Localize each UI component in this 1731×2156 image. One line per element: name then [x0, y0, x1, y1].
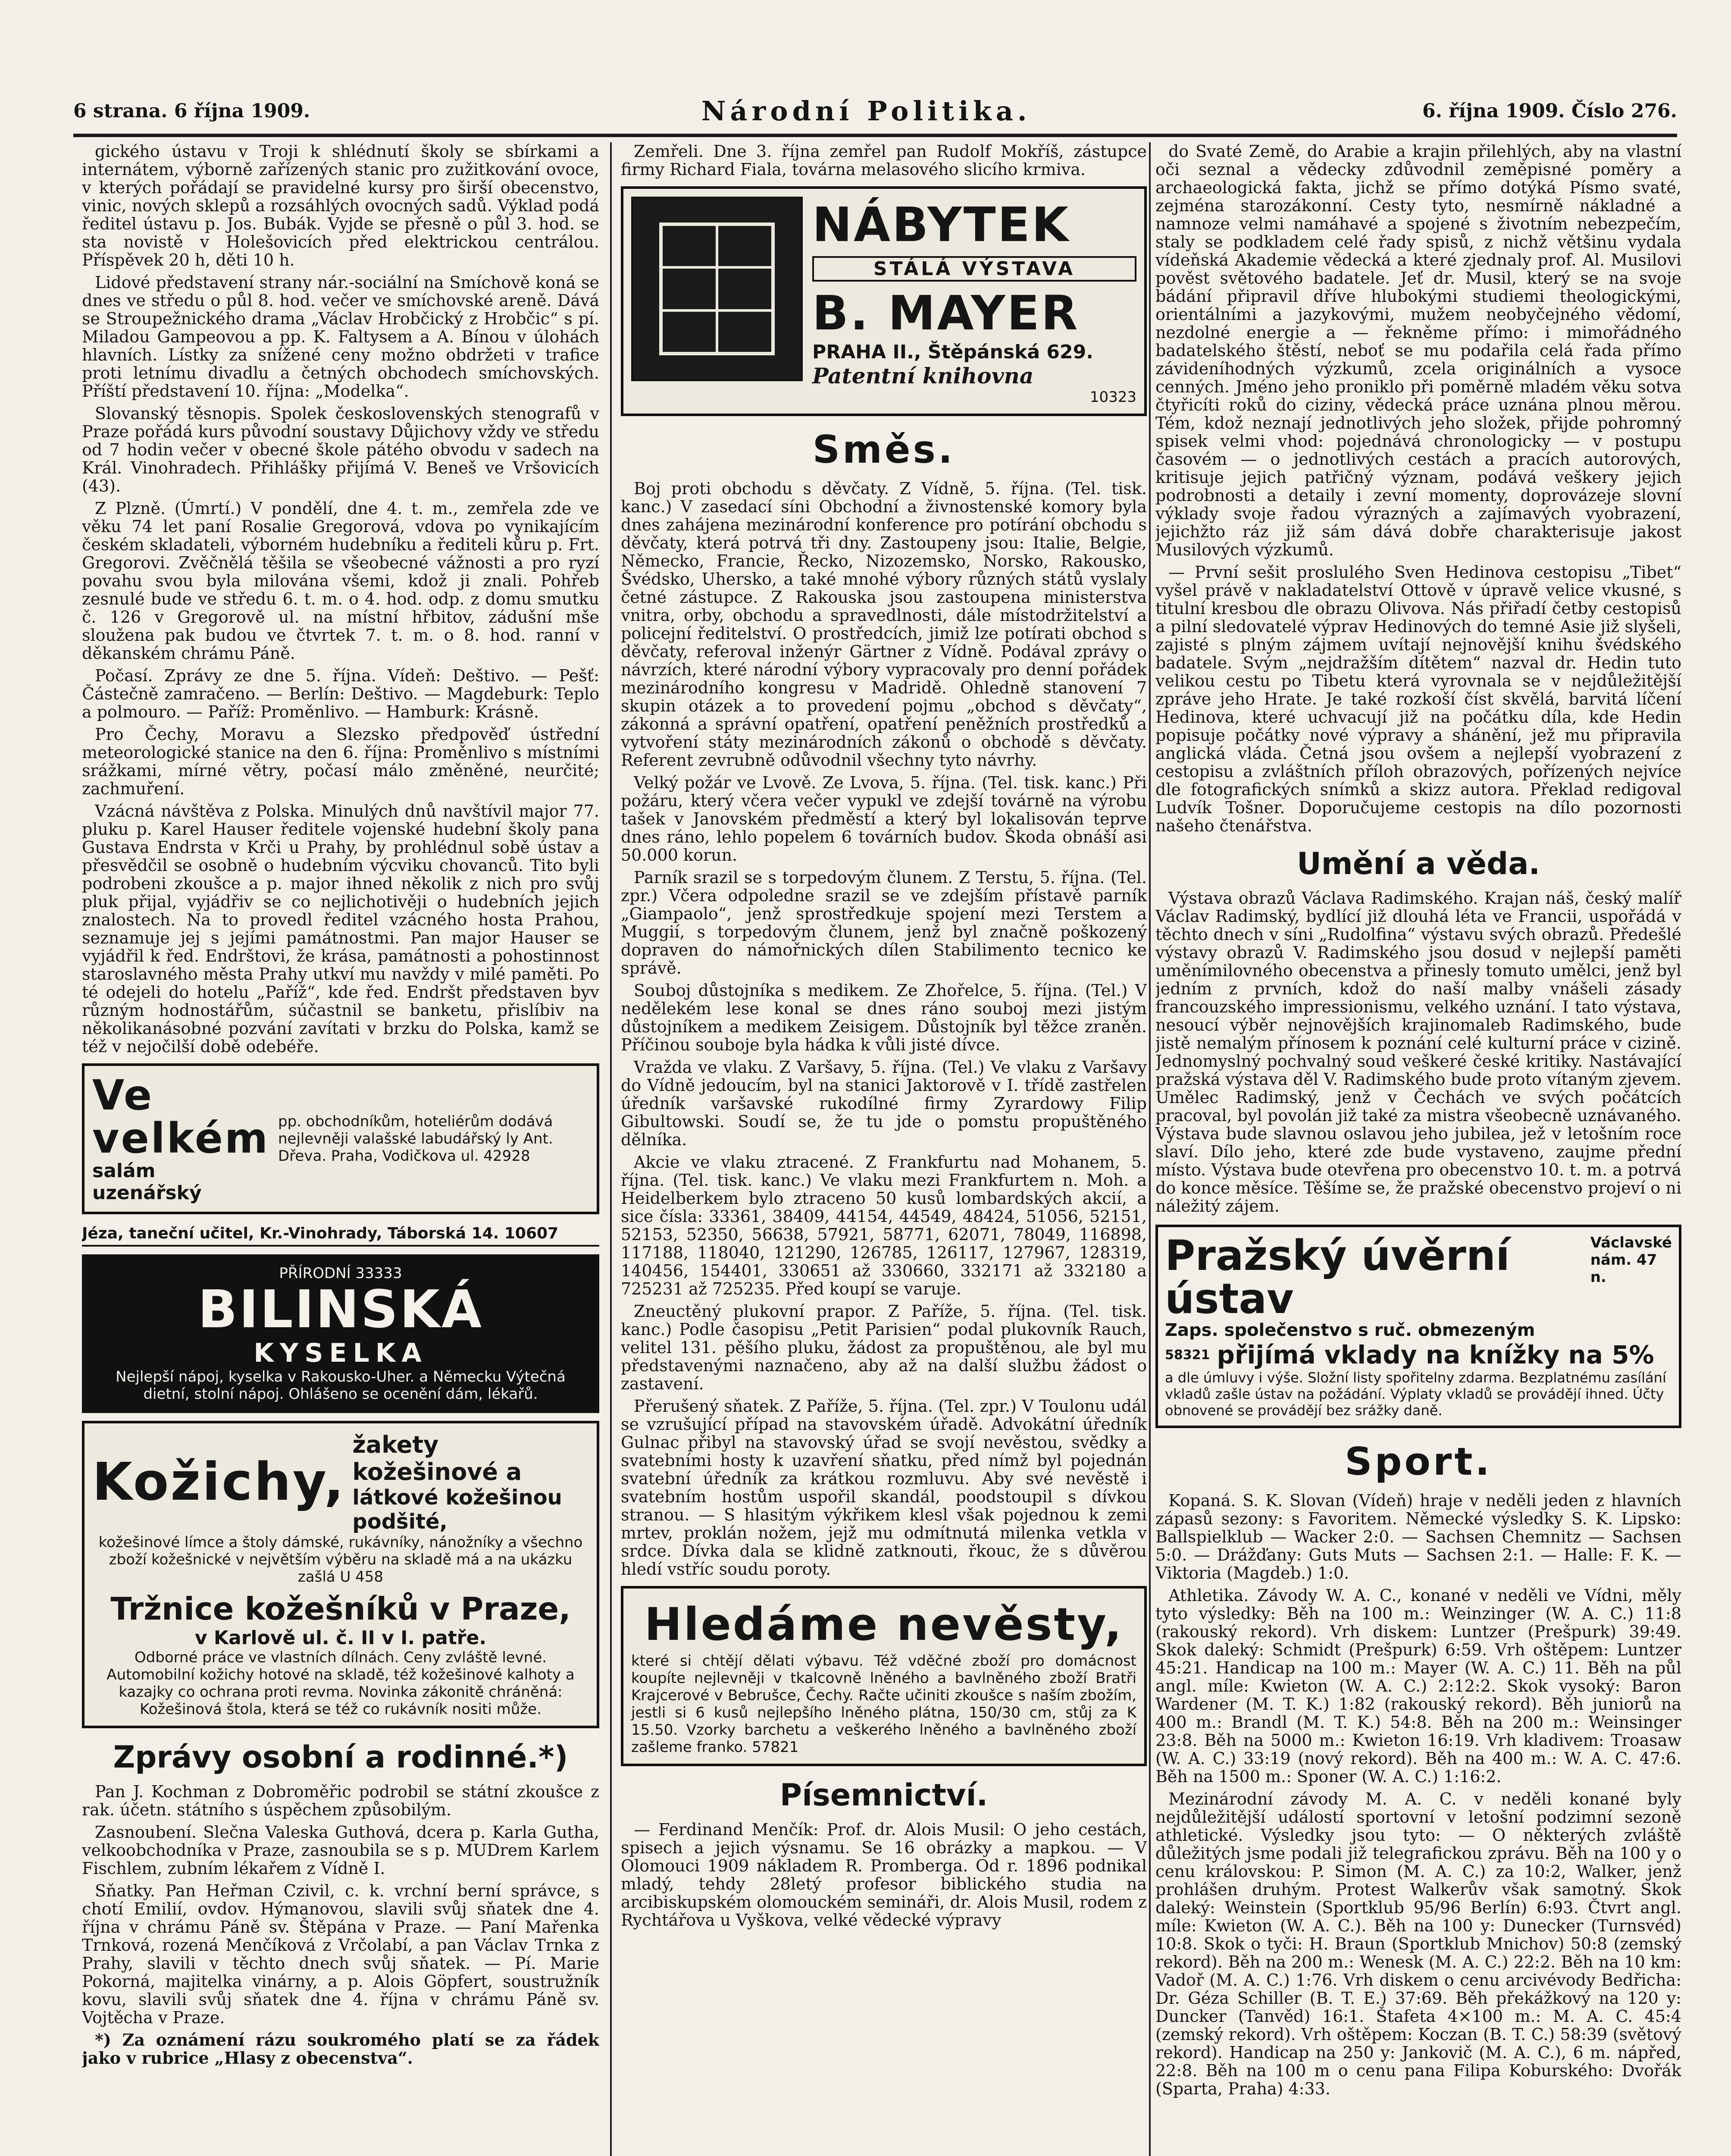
article-paragraph: Souboj důstojníka s medikem. Ze Zhořelce, 5. října. (Tel.) V nedělekém lese konal se dnes ráno souboj mezi jistým důstojníkem a medikem Zeisigem. Důstojník byl těžce zraněn. Příčinou souboje byla hádka k vůli jisté dívce.	[621, 981, 1147, 1054]
ad-bilinska-subtitle: KYSELKA	[254, 1338, 428, 1368]
article-paragraph: Pro Čechy, Moravu a Slezsko předpověď ústřední meteorologické stanice na den 6. října: Proměnlivo s místními srážkami, mírné větry, počasí málo změněné, neurčité; zachmuření.	[82, 725, 599, 798]
furniture-image	[631, 197, 803, 381]
article-paragraph: Zasnoubení. Slečna Valeska Guthová, dcera p. Karla Gutha, velkoobchodníka v Praze, zasnoubila se s p. MUDrem Karlem Fischlem, zubním lékařem z Vídně I.	[82, 1823, 599, 1878]
article-paragraph: Zemřeli. Dne 3. října zemřel pan Rudolf Mokříš, zástupce firmy Richard Fiala, továrna melasového slicího krmiva.	[621, 142, 1147, 179]
article-paragraph: Akcie ve vlaku ztracené. Z Frankfurtu nad Mohanem, 5. října. (Tel. tisk. kanc.) Ve vlaku mezi Frankfurtem n. Moh. a Heidelberkem bylo ztraceno 50 kusů lombardských akcií, a sice čísla: 33361, 38409, 44154, 44549, 48424, 51056, 52151, 52153, 52350, 56638, 57921, 58771, 62071, 78049, 116898, 117188, 118040, 121290, 126785, 126117, 127967, 128319, 140456, 154401, 330651 až 330660, 332171 až 332180 a 725231 až 725235. Před koupí se varuje.	[621, 1153, 1147, 1298]
ad-velkem	[82, 1063, 599, 1214]
ad-line: Jéza, taneční učitel, Kr.-Vinohrady, Táborská 14. 10607	[82, 1222, 599, 1247]
ad-velkem-subtitle: salám uzenářský	[92, 1160, 202, 1204]
column-divider	[610, 142, 612, 2156]
article-paragraph: Parník srazil se s torpedovým člunem. Z Terstu, 5. října. (Tel. zpr.) Včera odpoledne srazil se ve zdejším přístavě parník „Giampaolo“, jenž sprostředkuje spojení mezi Terstem a Muggií, s torpedovým člunem, jenž byl značně poškozený dopraven do námořnických dílen Stabilimento tecnico ke správě.	[621, 868, 1147, 978]
ad-trznice-title: Tržnice kožešníků v Praze,	[110, 1591, 571, 1627]
ad-nabytek-stala: STÁLÁ VÝSTAVA	[812, 256, 1136, 282]
section-heading-umeni: Umění a věda.	[1296, 846, 1540, 881]
ad-bilinska-top: PŘÍRODNÍ 33333	[279, 1265, 402, 1282]
ad-prazsky-rate: přijímá vklady na knížky na 5%	[1217, 1340, 1654, 1369]
ad-hledame	[621, 1586, 1147, 1766]
ad-prazsky-title: Pražský úvěrní ústav	[1165, 1232, 1510, 1323]
section-heading-zpravy: Zprávy osobní a rodinné.*)	[113, 1739, 568, 1775]
ad-trznice-text: Odborné práce ve vlastních dílnách. Ceny zvláště levné. Automobilní kožichy hotové na skladě, též kožešinové kalhoty a kazajky co ochrana proti revma. Novinka zákonitě chráněná: Kožešinová štola, která se též co rukávník nositi může.	[106, 1649, 575, 1718]
ad-bilinska	[82, 1254, 599, 1413]
ad-prazsky-address: Václavské nám. 47 n.	[1590, 1234, 1672, 1286]
article-paragraph: Boj proti obchodu s děvčaty. Z Vídně, 5. října. (Tel. tisk. kanc.) V zasedací síni Obchodní a živnostenské komory byla dnes zahájena mezinárodní konference pro potírání obchodu s děvčaty, která potrvá tři dny. Zastoupeny jsou: Italie, Belgie, Německo, Francie, Řecko, Nizozemsko, Norsko, Rakousko, Švédsko, Uhersko, a také mnohé výbory různých států vyslaly četné zástupce. Z Rakouska jsou zastoupena ministerstva vnitra, orby, obchodu a spravedlnosti, dále místodržitelství a policejní ředitelství. O prostředcích, jimiž lze potírati obchod s děvčaty, referoval inženýr Gärtner z Vídně. Podával zprávy o návrzích, které národní výbory vypracovaly pro denní pořádek mezinárodního kongresu v Madridě. Ohledně stanovení 7 skupin otázek a to provedení pojmu „obchod s děvčaty“, zákonná a správní opatření, opatření peněžních prostředků a vytvoření státy mezinárodních zákonů o obchodě s děvčaty. Referent zevrubně odůvodnil všechny tyto návrhy.	[621, 479, 1147, 770]
article-paragraph: gického ústavu v Troji k shlédnutí školy se sbírkami a internátem, výborně zařízených stanic pro zužitkování ovoce, v kterých pořádají se pravidelné kursy pro širší obecenstvo, vinic, nových sklepů a rozsáhlých ovocných sadů. Výklad podá ředitel ústavu p. Jos. Bubák. Vyjde se přesně o půl 3. hod. se sta novistě v Holešovicích před elektrickou centrálou. Příspěvek 20 h, děti 10 h.	[82, 142, 599, 270]
article-paragraph: Přerušený sňatek. Z Paříže, 5. října. (Tel. zpr.) V Toulonu udál se vzrušující případ na stavovském úřadě. Advokátní úředník Gulnac přibyl na stavovský úřad se svojí nevěstou, svědky a svatebními hosty k uzavření sňatku, před nímž byl pojednán svatební úředník za krátkou rozmluvu. Aby své nevěstě i svatebním hostům uspořil skandál, poodstoupil s dívkou stranou. — S hlasitým výkřikem klesl však pojednou k zemi mrtev, proklán nožem, jejž mu odmítnutá milenka vetkla v srdce. Dívka dala se klidně zatknouti, řkouc, že s důvěrou hledí vstříc soudu poroty.	[621, 1397, 1147, 1579]
ad-kozichy-title: Kožichy,	[92, 1452, 346, 1512]
ad-hledame-text: které si chtějí dělati výbavu. Též vděčné zboží pro domácnost koupíte nejlevněji v tkalcovně lněného a bavlněného zboží Bratři Krajcerové v Bebrušce, Čechy. Račte učiniti zkoušce s naším zbožím, jestli si 6 kusů nejlepšího lněného plátna, 150/30 cm, stůj za K 15.50. Vzorky barchetu a veškerého lněného a bavlněného zboží zašleme franko. 57821	[631, 1652, 1136, 1756]
ad-hledame-title: Hledáme nevěsty,	[644, 1598, 1124, 1651]
article-paragraph: Slovanský těsnopis. Spolek československých stenografů v Praze pořádá kurs původní soustavy Důjichovy vždy ve středu od 7 hodin večer v obecné škole pátého obvodu v sadech na Král. Vinohradech. Přihlášky přijímá V. Beneš ve Vršovicích (43).	[82, 404, 599, 495]
section-heading-smes: Směs.	[812, 427, 955, 472]
article-paragraph: Počasí. Zprávy ze dne 5. října. Vídeň: Deštivo. — Pešť: Částečně zamračeno. — Berlín: Deštivo. — Magdeburk: Teplo a polmouro. — Paříž: Proměnlivo. — Hamburk: Krásně.	[82, 666, 599, 721]
masthead	[73, 88, 1677, 137]
ad-nabytek-name: B. MAYER	[812, 285, 1080, 341]
ad-prazsky-subtitle: Zaps. společenstvo s ruč. obmezeným	[1165, 1320, 1535, 1340]
ad-nabytek-address: PRAHA II., Štěpánská 629.	[812, 341, 1093, 363]
newspaper-title: Národní Politika.	[701, 95, 1031, 127]
ad-velkem-title: Ve velkém	[92, 1071, 269, 1163]
article-paragraph: Pan J. Kochman z Dobroměřic podrobil se státní zkoušce z rak. účetn. státního s úspěchem způsobilým.	[82, 1782, 599, 1819]
article-paragraph: Vražda ve vlaku. Z Varšavy, 5. října. (Tel.) Ve vlaku z Varšavy do Vídně jedoucím, byl na stanici Jaktorově v I. třídě zastřelen úředník varšavské rukodílné firmy Zyrardowy Filip Gibultowski. Soudí se, že tu jde o pomstu propuštěného dělníka.	[621, 1058, 1147, 1149]
column-1	[82, 142, 599, 2156]
ad-prazsky-small: a dle úmluvy i výše. Složní listy spořitelny zdarma. Bezplatnému zasílání vkladů zašle ústav na požádání. Výplaty vkladů se provádějí ihned. Účty obnovené se provádějí bez srážky daně.	[1165, 1369, 1666, 1419]
column-3	[1155, 142, 1681, 2156]
article-paragraph: Sňatky. Pan Heřman Czivil, c. k. vrchní berní správce, s chotí Emilií, ovdov. Hýmanovou, slavili svůj sňatek dne 4. října v chrámu Páně sv. Štěpána v Praze. — Paní Mařenka Trnková, rozená Menčíková z Vrčolabí, a pan Václav Trnka z Prahy, slavili v těchto dnech svůj sňatek. — Pí. Marie Pokorná, majitelka vinárny, a p. Alois Göpfert, soustružník kovu, slavili svůj sňatek dne 4. října v chrámu Páně sv. Vojtěcha v Praze.	[82, 1881, 599, 2027]
article-paragraph: Kopaná. S. K. Slovan (Vídeň) hraje v neděli jeden z hlavních zápasů sezony: s Favoritem. Německé výsledky S. K. Lipsko: Ballspielklub — Wacker 2:0. — Sachsen Chemnitz — Sachsen 5:0. — Drážďany: Guts Muts — Sachsen 2:1. — Halle: F. K. — Viktoria (Magdeb.) 1:0.	[1155, 1491, 1681, 1583]
ad-velkem-text: pp. obchodníkům, hoteliérům dodává nejlevněji valašské labudářský ly Ant. Dřeva. Praha, Vodičkova ul. 42928	[278, 1113, 553, 1165]
ad-nabytek-patent: Patentní knihovna	[812, 363, 1034, 389]
column-divider	[1149, 142, 1151, 2156]
footnote: *) Za oznámení rázu soukromého platí se za řádek jako v rubrice „Hlasy z obecenstva“.	[82, 2030, 599, 2068]
article-paragraph: do Svaté Země, do Arabie a krajin přilehlých, aby na vlastní oči seznal a vědecky zdůvodnil zeměpisné poměry a archaeologická fakta, jichž se přímo dotýká Písmo svaté, zejména starozákonní. Cesty tyto, nesmírně nákladné a namnoze velmi namáhavé a spojené s životním nebezpečím, staly se podkladem celé řady spisů, z nichž většinu vydala vídeňská Akademie vědecká a které zjednaly prof. Al. Musilovi pověst světového badatele. Jeť dr. Musil, který se na svoje bádání připravil dříve hlubokými studiemi theologickými, orientálními a jazykovými, mužem neobyčejného vědomí, nezdolné energie a — řekněme přímo: i mimořádného badatelského štěstí, neboť se mu podařila celá řada přímo závideníhodných výzkumů, zcela originálních a vysoce cenných. Jméno jeho proniklo při poměrně mladém věku sotva čtyřicíti roků do ciziny, vědecká práce uznána plnou měrou. Tém, kdož neznají jednotlivých jeho složek, přijde pohromný spisek velmi vhod: pojednává chronologicky — v postupu časovém — o jednotlivých cestách a pracích autorových, kritisuje jejich patřičný význam, podává veškery jejich podrobnosti a detaily i zevní momenty, doprovázeje slovní výklady svoje řadou výrazných a zajímavých vyobrazení, jejichžto ráz již sám dává dobře charakterisuje jakost Musilových výzkumů.	[1155, 142, 1681, 559]
ad-kozichy-side2: látkové kožešinou podšité,	[352, 1485, 562, 1534]
article-paragraph: — První sešit proslulého Sven Hedinova cestopisu „Tibet“ vyšel právě v nakladatelství Ottově v úpravě velice vkusné, s titulní kresbou dle obrazu Olivova. Nás přiřadí četby cestopisů a pilní sledovatelé výprav Hedinových do temné Asie již slyšeli, zajisté s plným zájmem uvítají nejnovější knihu švédského badatele. Svým „nejdražším dítětem“ nazval dr. Hedin tuto velikou cestu po Tibetu která vyrovnala se v nejdůležitější zpráve jeho Hrate. Je také rozkoší číst skvělá, barvitá líčení Hedinova, které uchvacují již na počátku díla, kde Hedin popisuje počátky nové výpravy a shánění, jež mu připravila anglická vláda. Četná jsou ovšem a nejlepší vyobrazení z cestopisu a zvláštních příloh obrazových, pořízených nejvíce dle fotografických snímků a skizz autora. Překlad redigoval Ludvík Tošner. Doporučujeme cestopis na dílo pozornosti našeho čtenářstva.	[1155, 563, 1681, 835]
ad-kozichy	[82, 1421, 599, 1728]
bookcase-icon	[652, 216, 782, 362]
ad-bilinska-title: BILINSKÁ	[198, 1280, 483, 1340]
column-2	[621, 142, 1147, 2156]
ad-nabytek	[621, 186, 1147, 416]
section-heading-sport: Sport.	[1345, 1439, 1492, 1484]
page-number-date: 6 strana. 6 října 1909.	[73, 100, 310, 122]
article-paragraph: Výstava obrazů Václava Radimského. Krajan náš, český malíř Václav Radimský, bydlící již dlouhá léta ve Francii, uspořádá v těchto dnech v síni „Rudolfina“ výstavu svých obrazů. Předešlé výstavy obrazů V. Radimského jsou dosud v nejlepší paměti uměnímilovného obecenstva a přinesly tomuto umělci, jenž byl jedním z prvních, kdož do naší malby vnášeli zásady francouzského impressionismu, velkého uznání. I tato výstava, nesoucí výběr nejnovějších krajinomaleb Radimského, bude jistě nemalým přínosem k poznání celé kulturní práce v cizině. Jednomyslný pochvalný soud veškeré české kritiky. Nastávající pražská výstava děl V. Radimského bude proto vítaným zjevem. Umělec Radimský, jenž v Čechách ve svých počátcích pracoval, byl povolán již také za mistra všeobecně uznávaného. Výstava bude slavnou oslavou jeho jubilea, jež v letošním roce slaví. Dílo jeho, které zde bude vystaveno, zaujme přední místo. Výstava bude otevřena pro obecenstvo 10. t. m. a potrvá do konce měsíce. Těšíme se, že pražské obecenstvo projeví o ni náležitý zájem.	[1155, 889, 1681, 1216]
article-paragraph: Zneuctěný plukovní prapor. Z Paříže, 5. října. (Tel. tisk. kanc.) Podle časopisu „Petit Parisien“ podal plukovník Rauch, velitel 131. pěšího pluku, žádost za propuštěnou, ale byl mu představenými naznačeno, aby až na další službu žádost o zastavení.	[621, 1302, 1147, 1393]
article-paragraph: Z Plzně. (Úmrtí.) V pondělí, dne 4. t. m., zemřela zde ve věku 74 let paní Rosalie Gregorová, vdova po vynikajícím českém skladateli, výborném hudebníku a řediteli kůru p. Frt. Gregorovi. Zvěčnělá těšila se všeobecné vážnosti a pro ryzí povahu svou byla milována všemi, kdož ji znali. Pohřeb zesnulé bude ve středu 6. t. m. o 4. hod. odp. z domu smutku č. 126 v Gregorově ul. na místní hřbitov, zádušní mše sloužena pak budou ve čtvrtek 7. t. m. o 8. hod. ranní v děkanském chrámu Páně.	[82, 499, 599, 663]
ad-prazsky-uvěrni-ustav	[1155, 1225, 1681, 1428]
article-paragraph: Velký požár ve Lvově. Ze Lvova, 5. října. (Tel. tisk. kanc.) Při požáru, který včera večer vypukl ve zdejší továrně na výrobu tašek v Janovském předměstí a který byl lokalisován teprve dnes ráno, lehlo popelem 6 továrních budov. Škoda obnáší asi 50.000 korun.	[621, 773, 1147, 865]
article-paragraph: Mezinárodní závody M. A. C. v neděli konané byly nejdůležitější událostí sportovní v letošní podzimní sezoně athletické. Výsledky jsou tyto: — O některých zvláště důležitých jsme podali již telegrafickou zprávu. Běh na 100 y o cenu královskou: P. Simon (M. A. C.) za 10:2, Walker, jenž prohlášen druhým. Protest Walkerův však samotný. Skok daleký: Weinstein (Sportklub 95/96 Berlín) 6:93. Čtvrt angl. míle: Kwieton (W. A. C.). Běh na 100 y: Dunecker (Turnsvéd) 10:8. Skok o tyči: H. Braun (Sportklub Mnichov) 50:8 (zemský rekord). Běh na 200 m.: Wenesk (M. A. C.) 22:2. Běh na 10 km: Vadoř (M. A. C.) 1:76. Vrh diskem o cenu arcivévody Bedřicha: Dr. Géza Schiller (B. T. E.) 37:69. Běh překážkový na 120 y: Duncker (Tanvěd) 16:1. Štafeta 4×100 m.: M. A. C. 45:4 (zemský rekord). Vrh oštěpem: Koczan (B. T. C.) 58:39 (světový rekord). Handicap na 250 y: Jankovič (M. A. C.), 6 m. nápřed, 22:8. Běh na 100 m o cenu pana Filipa Koburského: Dvořák (Sparta, Praha) 4:33.	[1155, 1789, 1681, 2098]
article-paragraph: Vzácná návštěva z Polska. Minulých dnů navštívil major 77. pluku p. Karel Hauser ředitele vojenské hudební školy pana Gustava Endrsta v Krči u Prahy, by prohlédnul sobě ústav a přesvědčil se osobně o hudebním výcviku chovanců. Tito byli podrobeni zkoušce a p. major ihned několik z nich pro svůj pluk přijal, vyjádřiv se co nejlichotivěji o hudebních jejich znalostech. Na to provedl ředitel vzácného hosta Prahou, seznamuje jej s jejími památnostmi. Pan major Hauser se vyjádřil k řed. Endrštovi, že krása, památnosti a pohostinnost staroslavného města Prahy utkví mu navždy v milé paměti. Po té odejeli do hotelu „Paříž“, kde řed. Endršt představen byv různým hodnostářům, súčastnil se banketu, přislíbiv na několikanásobné pozvání zavítati v brzku do Polska, kamž se též v nejočilší době odebéře.	[82, 802, 599, 1056]
article-paragraph: — Ferdinand Menčík: Prof. dr. Alois Musil: O jeho cestách, spisech a jejich výsnamu. Se 16 obrázky a mapkou. — V Olomouci 1909 nákladem R. Promberga. Od r. 1896 podnikal mladý, tehdy 28letý profesor biblického studia na arcibiskupském olomouckém semináři, dr. Alois Musil, rodem z Rychtářova u Vyškova, velké vědecké výpravy	[621, 1820, 1147, 1930]
section-heading-pisemnictvi: Písemnictví.	[779, 1777, 988, 1813]
issue-number-date: 6. října 1909. Číslo 276.	[1422, 100, 1677, 122]
ad-kozichy-side1: žakety kožešinové a	[352, 1431, 522, 1485]
ad-prazsky-code: 58321	[1165, 1347, 1210, 1363]
article-paragraph: Athletika. Závody W. A. C., konané v neděli ve Vídni, měly tyto výsledky: Běh na 100 m.: Weinzinger (W. A. C.) 11:8 (rakouský rekord). Vrh diskem: Luntzer (Prešpurk) 39:49. Skok daleký: Schmidt (Prešpurk) 6:59. Vrh oštěpem: Luntzer 45:21. Handicap na 100 m.: Mayer (W. A. C.) 11. Běh na půl angl. míle: Kwieton (W. A. C.) 2:12:2. Skok vysoký: Baron Wardener (M. T. K.) 1:82 (rakouský rekord). Běh juniorů na 400 m.: Brandl (M. T. K.) 54:8. Běh na 200 m.: Weinsinger 23:8. Běh na 5000 m.: Kwieton 16:19. Vrh kladivem: Troasaw (W. A. C.) 33:19 (nový rekord). Běh na 400 m.: W. A. C. 47:6. Běh na 1500 m.: Sponer (W. A. C.) 1:16:2.	[1155, 1586, 1681, 1786]
article-paragraph: Lidové představení strany nár.-sociální na Smíchově koná se dnes ve středu o půl 8. hod. večer ve smíchovské areně. Dává se Stroupežnického drama „Václav Hrobčický z Hrobčic“ s pí. Miladou Gampeovou a pp. K. Faltysem a A. Bínou v úlohách hlavních. Lístky za snížené ceny možno obdržeti v trafice proti letnímu divadlu a četných obchodech smíchovských. Příští představení 10. října: „Modelka“.	[82, 273, 599, 401]
ad-trznice-subtitle: v Karlově ul. č. II v I. patře.	[194, 1627, 487, 1649]
ad-nabytek-code: 10323	[1089, 389, 1136, 406]
ad-kozichy-text: kožešinové límce a štoly dámské, rukávníky, nánožníky a všechno zboží kožešnické v největším výběru na skladě má a na ukázku zašlá U 458	[98, 1534, 583, 1586]
ad-nabytek-title: NÁBYTEK	[812, 197, 1071, 252]
ad-bilinska-small: Nejlepší nápoj, kyselka v Rakousko-Uher. a Německu Výtečná dietní, stolní nápoj. Ohlášeno se ocenění dám, lékařů.	[116, 1368, 566, 1403]
